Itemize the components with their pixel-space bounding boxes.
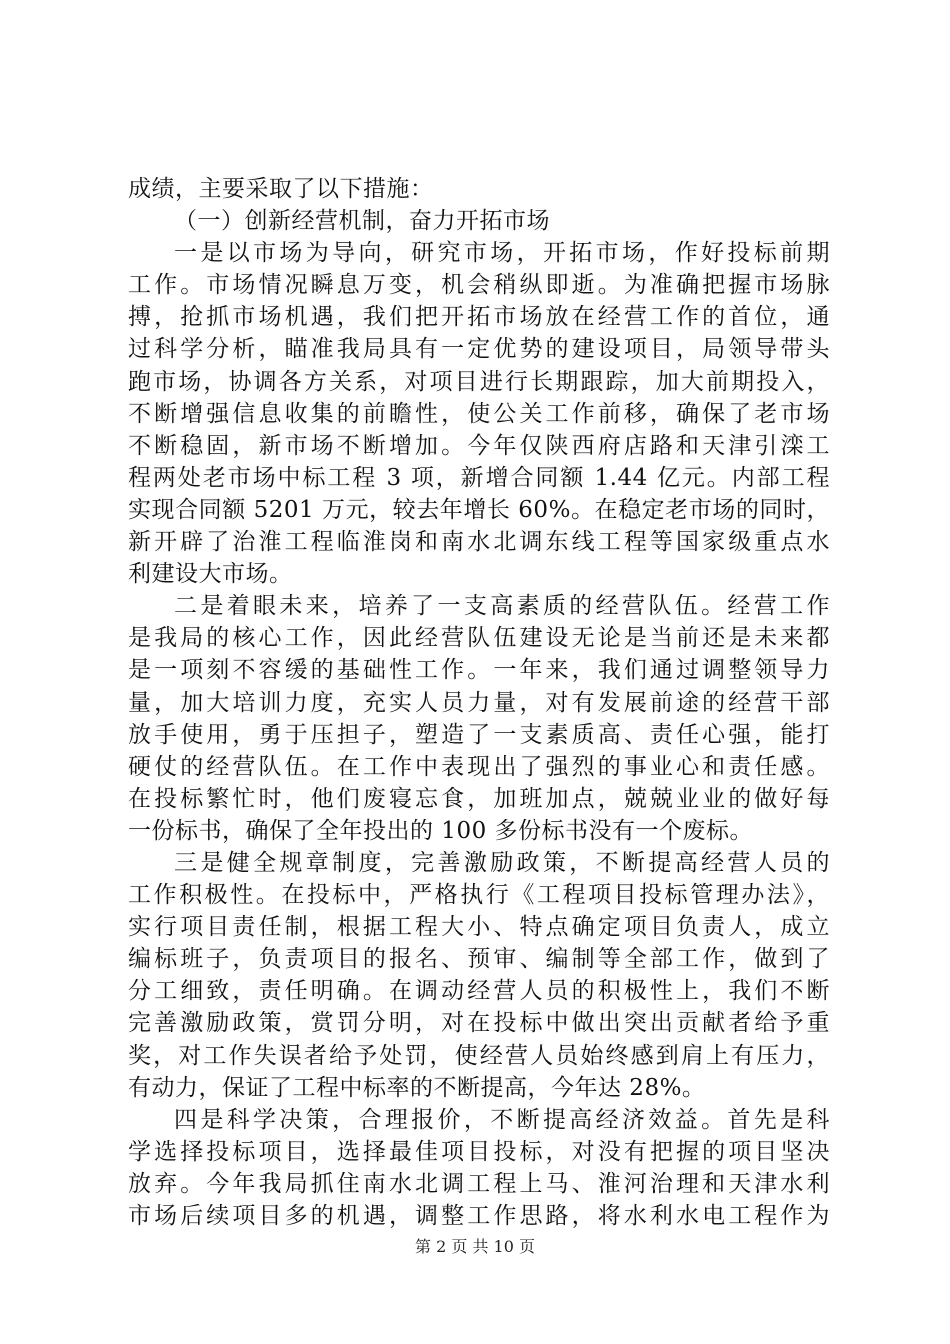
text-line: 放弃。今年我局抓住南水北调工程上马、淮河治理和天津水利 (128, 1170, 830, 1197)
text-line: 分工细致，责任明确。在调动经营人员的积极性上，我们不断 (128, 978, 830, 1005)
text-line: 有动力，保证了工程中标率的不断提高，今年达 28%。 (128, 1074, 706, 1101)
text-line: 二是着眼未来，培养了一支高素质的经营队伍。经营工作 (174, 593, 830, 620)
text-line: 编标班子，负责项目的报名、预审、编制等全部工作，做到了 (128, 946, 830, 973)
text-line: 利建设大市场。 (128, 561, 293, 588)
text-line: 工作积极性。在投标中，严格执行《工程项目投标管理办法》， (128, 882, 830, 909)
text-line: 实现合同额 5201 万元，较去年增长 60%。在稳定老市场的同时， (128, 496, 830, 523)
text-line: 市场后续项目多的机遇，调整工作思路，将水利水电工程作为 (128, 1203, 830, 1229)
text-line: 搏，抢抓市场机遇，我们把开拓市场放在经营工作的首位，通 (128, 304, 830, 331)
text-line: 完善激励政策，赏罚分明，对在投标中做出突出贡献者给予重 (128, 1010, 830, 1037)
text-line: 工作。市场情况瞬息万变，机会稍纵即逝。为准确把握市场脉 (128, 272, 830, 299)
text-line: 奖，对工作失误者给予处罚，使经营人员始终感到肩上有压力， (128, 1042, 830, 1069)
text-line: 过科学分析，瞄准我局具有一定优势的建设项目，局领导带头 (128, 336, 830, 363)
text-line: 不断增强信息收集的前瞻性，使公关工作前移，确保了老市场 (128, 400, 830, 427)
text-line: 是我局的核心工作，因此经营队伍建设无论是当前还是未来都 (128, 625, 830, 652)
text-line: 三是健全规章制度，完善激励政策，不断提高经营人员的 (174, 849, 830, 876)
text-line: 放手使用，勇于压担子，塑造了一支素质高、责任心强，能打 (128, 721, 830, 748)
text-line: 一是以市场为导向，研究市场，开拓市场，作好投标前期 (174, 240, 830, 267)
text-line: 不断稳固，新市场不断增加。今年仅陕西府店路和天津引滦工 (128, 432, 830, 459)
text-line: （一）创新经营机制，奋力开拓市场 (174, 208, 550, 235)
text-line: 量，加大培训力度，充实人员力量，对有发展前途的经营干部 (128, 689, 830, 716)
text-line: 实行项目责任制，根据工程大小、特点确定项目负责人，成立 (128, 914, 830, 941)
text-line: 是一项刻不容缓的基础性工作。一年来，我们通过调整领导力 (128, 657, 830, 684)
text-line: 一份标书，确保了全年投出的 100 多份标书没有一个废标。 (128, 817, 754, 844)
page-footer (0, 1234, 950, 1257)
text-line: 新开辟了治淮工程临淮岗和南水北调东线工程等国家级重点水 (128, 529, 830, 556)
text-line: 硬仗的经营队伍。在工作中表现出了强烈的事业心和责任感。 (128, 753, 830, 780)
text-line: 跑市场，协调各方关系，对项目进行长期跟踪，加大前期投入， (128, 368, 830, 395)
text-line: 程两处老市场中标工程 3 项，新增合同额 1.44 亿元。内部工程 (128, 464, 830, 491)
text-line: 在投标繁忙时，他们废寝忘食，加班加点，兢兢业业的做好每 (128, 785, 830, 812)
page-number-label: 第 2 页 共 10 页 (415, 1237, 535, 1256)
document-body (128, 173, 830, 1232)
text-line: 学选择投标项目，选择最佳项目投标，对没有把握的项目坚决 (128, 1138, 830, 1165)
text-line: 成绩，主要采取了以下措施： (128, 176, 434, 202)
text-line: 四是科学决策，合理报价，不断提高经济效益。首先是科 (174, 1106, 830, 1133)
